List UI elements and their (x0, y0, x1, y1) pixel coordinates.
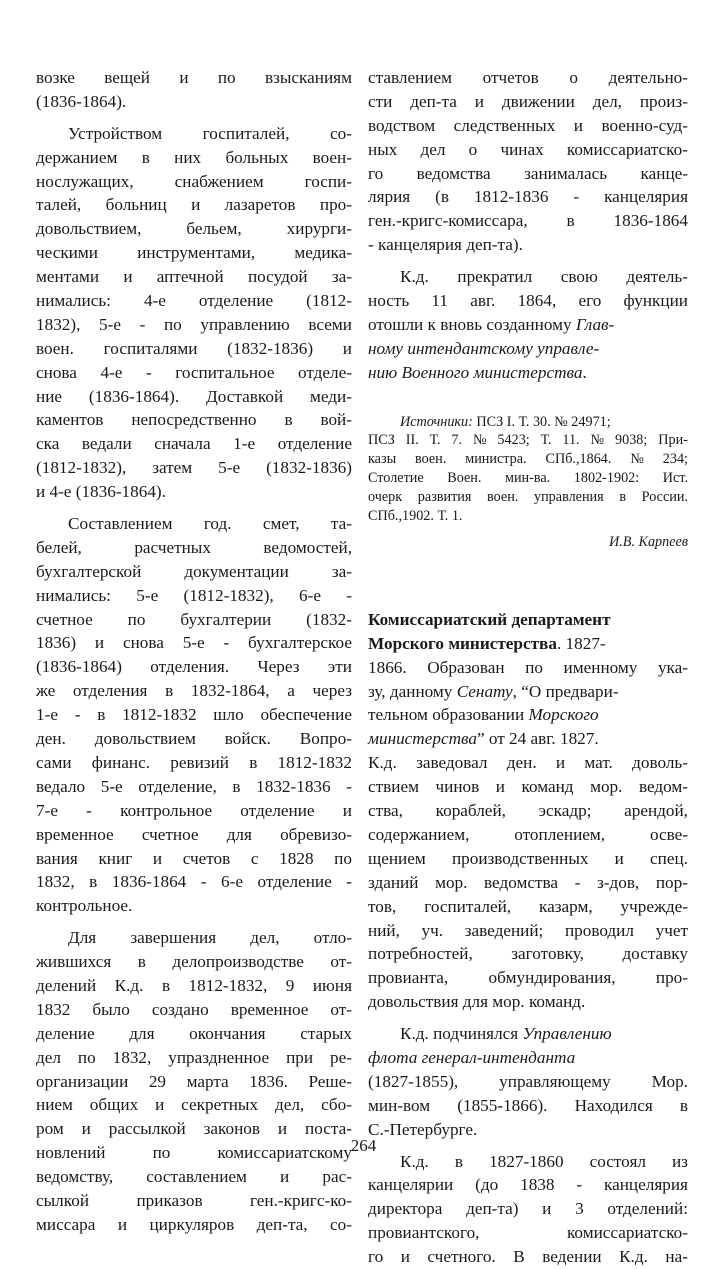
line-text (400, 413, 611, 432)
text-line: ром и рассылкой законов и поста- (36, 1119, 352, 1139)
text-line: воен. госпиталями (1832-1836) и (36, 338, 352, 358)
text-line: жившихся в делопроизводстве от- (36, 952, 352, 972)
plain-text: отошли к вновь созданному (368, 314, 576, 334)
line-text: (1836-1864). (36, 91, 127, 111)
text-line: го ведомства занималась канце- (368, 163, 688, 183)
text-line: зданий мор. ведомства - з-дов, пор- (368, 872, 688, 892)
line-text: довольствия для мор. команд. (368, 992, 586, 1012)
line-text (368, 632, 606, 656)
bold-text: Комиссариатский департамент (368, 609, 611, 629)
italic-text: Управлению (522, 1024, 612, 1044)
line-text: - канцелярия деп-та). (368, 235, 523, 255)
plain-text: . (582, 362, 587, 382)
text-line (368, 361, 688, 385)
text-line: бухгалтерской документации за- (36, 561, 352, 581)
text-line: ведомству, составлением и рас- (36, 1167, 352, 1187)
line-text (368, 608, 611, 632)
text-line (36, 480, 352, 504)
text-line: казы воен. министра. СПб.,1864. № 234; (368, 451, 688, 468)
text-line (368, 413, 688, 432)
text-line: миссара и циркуляров деп-та, со- (36, 1214, 352, 1234)
text-line (36, 894, 352, 918)
text-line: нием общих и секретных дел, сбо- (36, 1095, 352, 1115)
text-line: нослужащих, снабжением госпи- (36, 171, 352, 191)
text-line (368, 680, 688, 704)
text-line: ства, кораблей, эскадр; арендой, (368, 801, 688, 821)
text-line: держанием в них больных воен- (36, 147, 352, 167)
line-text (400, 1022, 612, 1046)
line-text: и 4-е (1836-1864). (36, 482, 166, 502)
article-komissariatskiy-departament (368, 608, 688, 1269)
text-line (368, 632, 688, 656)
text-line: ден. довольствием войск. Вопро- (36, 729, 352, 749)
text-line: тов, госпиталей, казарм, учрежде- (368, 896, 688, 916)
text-line: 1836) и снова 5-е - бухгалтерское (36, 633, 352, 653)
text-line: снова 4-е - госпитальное отделе- (36, 362, 352, 382)
italic-text: Сенату (456, 681, 513, 701)
text-line: щением производственных и спец. (368, 848, 688, 868)
italic-text: флота генерал-интенданта (368, 1047, 576, 1067)
italic-text: нию Военного министерства (368, 362, 583, 382)
text-line: нимались: 5-е (1812-1832), 6-е - (36, 585, 352, 605)
left-column (36, 66, 352, 1237)
text-line: водством следственных и военно-суд- (368, 115, 688, 135)
text-line: белей, расчетных ведомостей, (36, 537, 352, 557)
line-text (368, 313, 614, 337)
text-line: временное счетное для обревизо- (36, 824, 352, 844)
text-line (368, 313, 688, 337)
text-line: Столетие Воен. мин-ва. 1802-1902: Ист. (368, 470, 688, 487)
text-line: провиантского, комиссариатско- (368, 1223, 688, 1243)
text-line: 7-е - контрольное отделение и (36, 800, 352, 820)
line-text (368, 1046, 575, 1070)
text-line: Составлением год. смет, та- (68, 514, 352, 534)
text-line: ний, уч. заведений; проводил учет (368, 920, 688, 940)
text-line (368, 1046, 688, 1070)
text-line: (1812-1832), затем 5-е (1832-1836) (36, 458, 352, 478)
line-text: СПб.,1902. Т. 1. (368, 508, 463, 525)
text-line: го и счетного. В ведении К.д. на- (368, 1247, 688, 1267)
text-line: сылкой приказов ген.-кригс-ко- (36, 1190, 352, 1210)
text-line: директора деп-та) и 3 отделений: (368, 1199, 688, 1219)
line-text (368, 727, 599, 751)
text-line: сами финанс. ревизий в 1812-1832 (36, 752, 352, 772)
text-line: содержанием, отоплением, осве- (368, 824, 688, 844)
text-line: ческими инструментами, медика- (36, 243, 352, 263)
line-text (368, 680, 619, 704)
bold-text: Морского министерства (368, 633, 557, 653)
page-number: 264 (350, 1136, 377, 1155)
text-line (368, 608, 688, 632)
text-line: (1836-1864) отделения. Через эти (36, 657, 352, 677)
text-line: 1866. Образован по именному ука- (368, 657, 688, 677)
text-line: деление для окончания старых (36, 1023, 352, 1043)
text-line: организации 29 марта 1836. Реше- (36, 1071, 352, 1091)
line-text (368, 703, 599, 727)
text-line (368, 727, 688, 751)
plain-text: ПСЗ I. Т. 30. № 24971; (472, 413, 611, 430)
text-line: каментов непосредственно в вой- (36, 410, 352, 430)
text-line: 1832), 5-е - по управлению всеми (36, 314, 352, 334)
text-line: же отделения в 1832-1864, а через (36, 681, 352, 701)
text-line: Для завершения дел, отло- (68, 928, 352, 948)
plain-text: К.д. подчинялся (400, 1024, 523, 1044)
text-line: очерк развития воен. управления в России. (368, 489, 688, 506)
text-line: 1832 было создано временное от- (36, 999, 352, 1019)
line-text: С.-Петербурге. (368, 1119, 478, 1139)
italic-text: Глав- (575, 314, 615, 334)
text-line: ска ведали сначала 1-е отделение (36, 434, 352, 454)
text-line: 1832, в 1836-1864 - 6-е отделение - (36, 872, 352, 892)
text-line: Устройством госпиталей, со- (68, 123, 352, 143)
text-line (368, 337, 688, 361)
text-line: возке вещей и по взысканиям (36, 68, 352, 87)
text-line: К.д. прекратил свою деятель- (400, 267, 688, 287)
text-line: сти деп-та и движении дел, произ- (368, 91, 688, 111)
text-line (36, 90, 352, 114)
text-line: делений К.д. в 1812-1832, 9 июня (36, 975, 352, 995)
text-line: ПСЗ II. Т. 7. № 5423; Т. 11. № 9038; При- (368, 432, 688, 449)
right-column (368, 66, 688, 1269)
right-body-text (368, 66, 688, 385)
text-line: (1827-1855), управляющему Мор. (368, 1071, 688, 1091)
plain-text: тельном образовании (368, 705, 529, 725)
plain-text: , “О предвари- (512, 681, 619, 701)
text-line: ных дел о чинах комиссариатско- (368, 139, 688, 159)
author-signature: И.В. Карпеев (608, 533, 688, 550)
sources-block (368, 413, 688, 526)
text-line: нимались: 4-е отделение (1812- (36, 291, 352, 311)
plain-text: . 1827- (556, 633, 606, 653)
text-line: 1-е - в 1812-1832 шло обеспечение (36, 705, 352, 725)
text-line: провианта, обмундирования, про- (368, 968, 688, 988)
italic-text: министерства (368, 729, 477, 749)
text-line: ментами и аптечной посудой за- (36, 267, 352, 287)
text-line: ние (1836-1864). Доставкой меди- (36, 386, 352, 406)
text-line: К.д. в 1827-1860 состоял из (400, 1151, 688, 1171)
text-line: счетное по бухгалтерии (1832- (36, 609, 352, 629)
text-line: вания книг и счетов с 1828 по (36, 848, 352, 868)
text-line (368, 233, 688, 257)
text-line: довольствием, бельем, хирурги- (36, 219, 352, 239)
text-line: потребностей, заготовку, доставку (368, 944, 688, 964)
text-line: канцелярии (до 1838 - канцелярия (368, 1175, 688, 1195)
italic-text: Источники: (400, 413, 473, 430)
text-line (368, 990, 688, 1014)
text-line: мин-вом (1855-1866). Находился в (368, 1095, 688, 1115)
text-line (368, 507, 688, 526)
line-text (368, 337, 599, 361)
plain-text: зу, данному (368, 681, 457, 701)
text-line: дел по 1832, упраздненное при ре- (36, 1047, 352, 1067)
text-line (368, 1022, 688, 1046)
text-line: лярия (в 1812-1836 - канцелярия (368, 187, 688, 207)
text-line: К.д. заведовал ден. и мат. доволь- (368, 753, 688, 773)
italic-text: Морского (528, 705, 599, 725)
text-line: ставлением отчетов о деятельно- (368, 68, 688, 87)
plain-text: ” от 24 авг. 1827. (476, 729, 599, 749)
italic-text: ному интендантскому управле- (368, 338, 600, 358)
text-line: талей, больниц и лазаретов про- (36, 195, 352, 215)
text-line: новлений по комиссариатскому (36, 1143, 352, 1163)
line-text: контрольное. (36, 896, 133, 916)
text-line: ность 11 авг. 1864, его функции (368, 291, 688, 311)
line-text (368, 361, 587, 385)
text-line: ведало 5-е отделение, в 1832-1836 - (36, 776, 352, 796)
text-line: ген.-кригс-комиссара, в 1836-1864 (368, 211, 688, 231)
text-line (368, 703, 688, 727)
text-line: ствием чинов и команд мор. ведом- (368, 777, 688, 797)
